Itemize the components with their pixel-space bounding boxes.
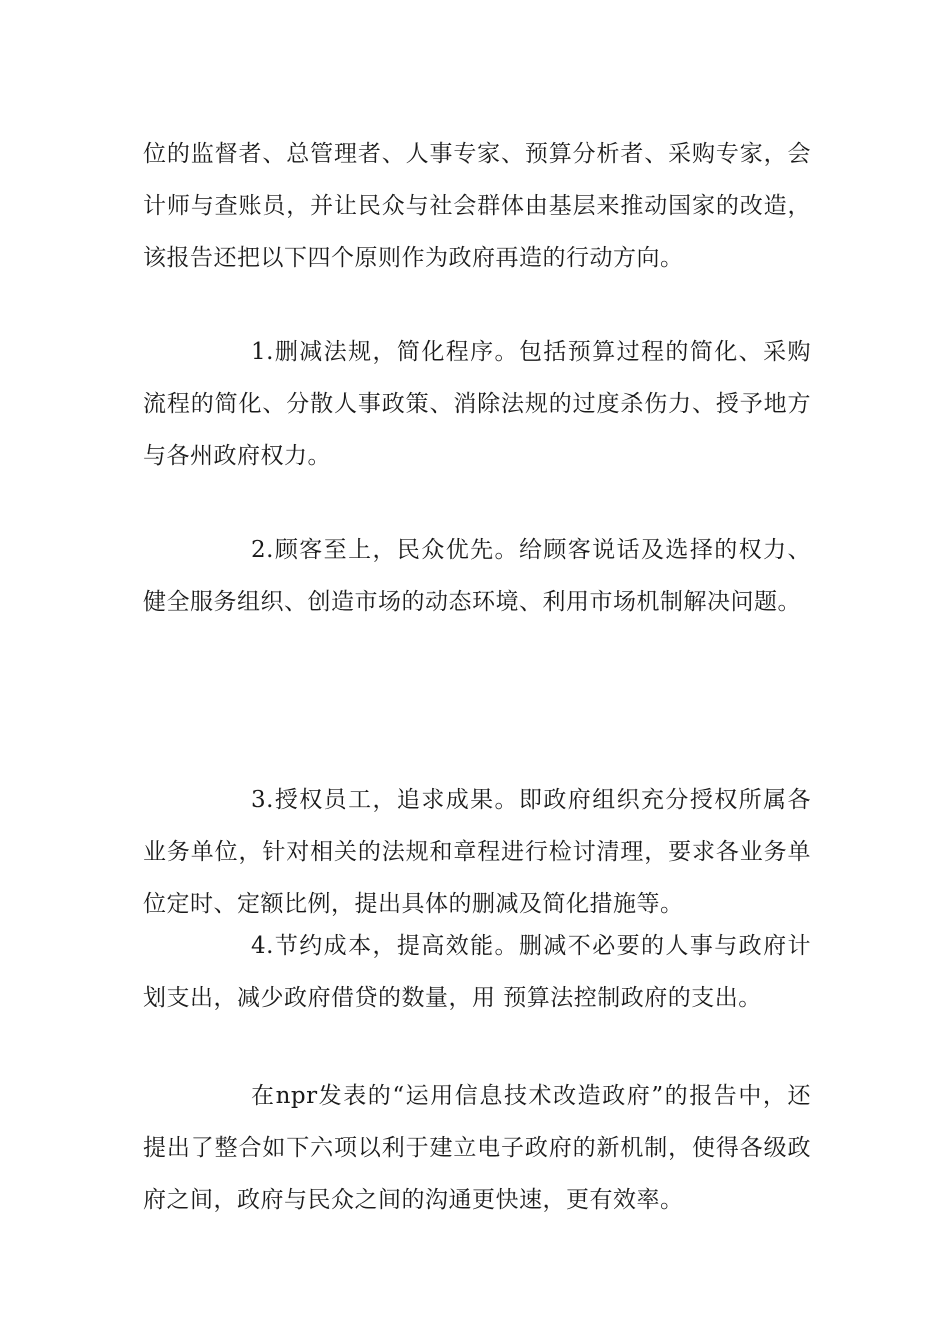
paragraph-intro-continued: 位的监督者、总管理者、人事专家、预算分析者、采购专家，会计师与查账员，并让民众与社会群体由基层来推动国家的改造，该报告还把以下四个原则作为政府再造的行动方向。 (143, 141, 811, 271)
paragraph-principle-2: 2.顾客至上，民众优先。给顾客说话及选择的权力、健全服务组织、创造市场的动态环境、利用市场机制解决问题。 (143, 537, 811, 615)
paragraph-principle-3: 3.授权员工，追求成果。即政府组织充分授权所属各业务单位，针对相关的法规和章程进行检讨清理，要求各业务单位定时、定额比例，提出具体的删减及简化措施等。 (143, 787, 811, 917)
paragraph-principle-1: 1.删减法规，简化程序。包括预算过程的简化、采购流程的简化、分散人事政策、消除法规的过度杀伤力、授予地方与各州政府权力。 (143, 339, 811, 469)
paragraph-npr-report: 在npr发表的“运用信息技术改造政府”的报告中，还提出了整合如下六项以利于建立电子政府的新机制，使得各级政府之间，政府与民众之间的沟通更快速，更有效率。 (143, 1083, 811, 1213)
paragraph-principle-4: 4.节约成本，提高效能。删减不必要的人事与政府计划支出，减少政府借贷的数量，用 预算法控制政府的支出。 (143, 933, 811, 1011)
